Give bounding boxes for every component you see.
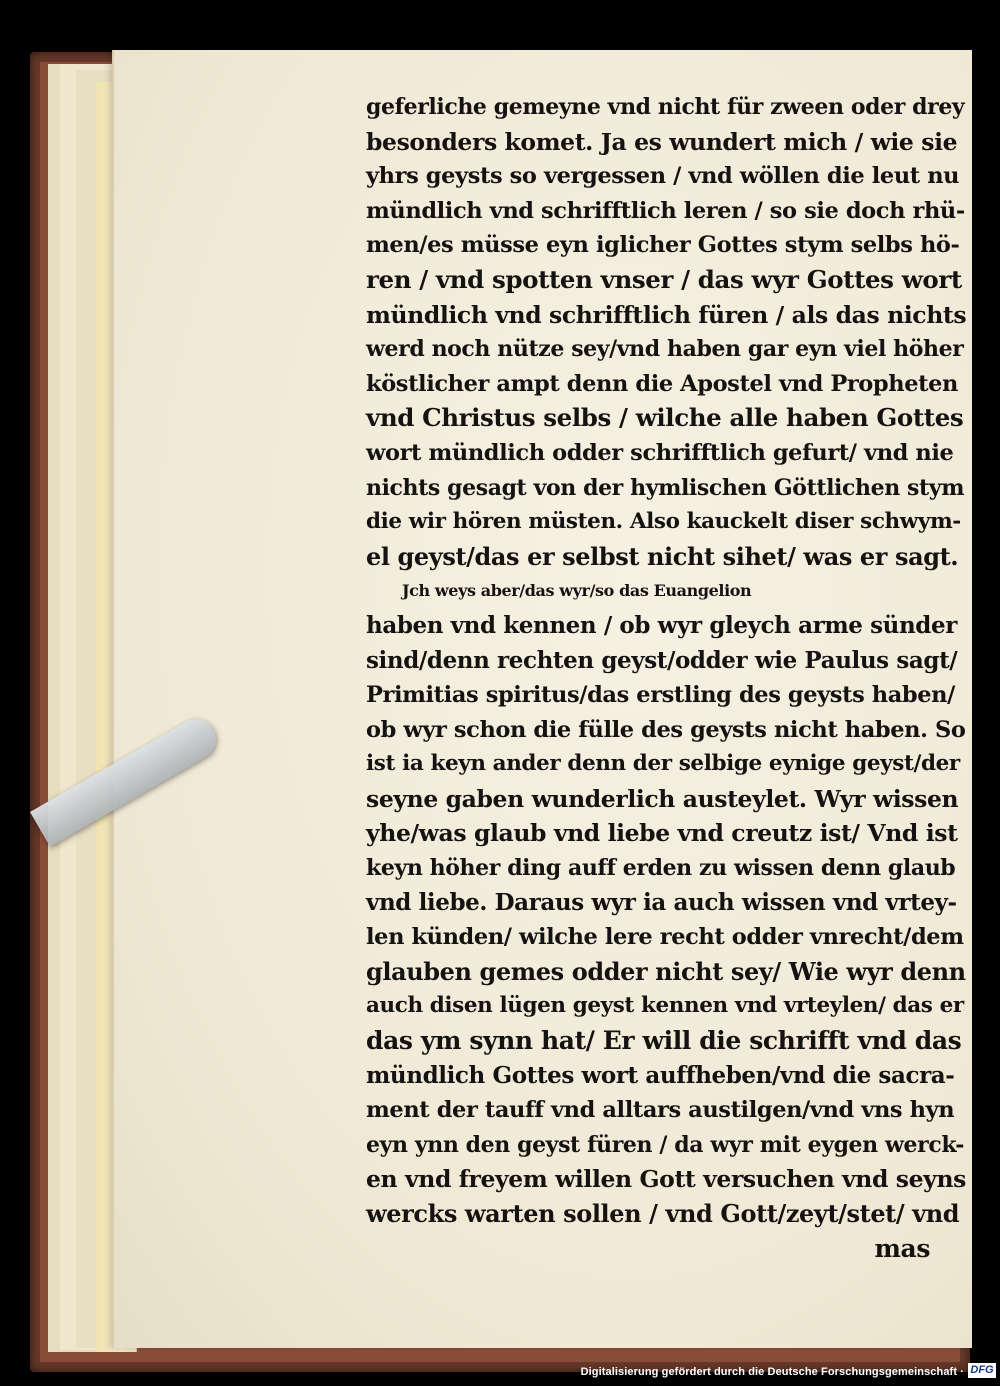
page-text-block	[366, 90, 966, 1266]
text-line: glauben gemes odder nicht sey/ Wie wyr denn	[366, 956, 966, 986]
text-line: yhrs geysts so vergessen / vnd wöllen die leut nu	[366, 163, 960, 190]
catchword: mas	[874, 1233, 930, 1263]
text-line: vnd liebe. Daraus wyr ia auch wissen vnd vrtey-	[366, 888, 957, 916]
text-line: werd noch nütze sey/vnd haben gar eyn viel höher	[366, 336, 964, 363]
text-line: ment der tauff vnd alltars austilgen/vnd vns hyn	[366, 1097, 955, 1124]
text-line: wercks warten sollen / vnd Gott/zeyt/stet/ vnd	[366, 1199, 960, 1228]
text-line: men/es müsse eyn iglicher Gottes stym selbs hö-	[366, 232, 960, 259]
text-line: Primitias spiritus/das erstling des geysts haben/	[366, 682, 955, 709]
text-line: ist ia keyn ander denn der selbige eynige geyst/der	[366, 751, 960, 777]
text-line: mündlich vnd schrifftlich leren / so sie doch rhü-	[366, 197, 965, 224]
funding-credit: Digitalisierung gefördert durch die Deutsche Forschungsgemeinschaft ·	[580, 1366, 964, 1378]
dfg-logo: DFG	[968, 1363, 996, 1378]
text-line: nichts gesagt von der hymlischen Göttlichen stym	[366, 474, 965, 501]
text-line: auch disen lügen geyst kennen vnd vrteylen/ das er	[366, 993, 964, 1019]
text-line: besonders komet. Ja es wundert mich / wie sie	[366, 127, 958, 156]
text-line: vnd Christus selbs / wilche alle haben Gottes	[366, 403, 964, 433]
text-line: das ym synn hat/ Er will die schrifft vnd das	[366, 1026, 962, 1056]
text-line: mündlich Gottes wort auffheben/vnd die sacra-	[366, 1061, 955, 1089]
text-line: eyn ynn den geyst füren / da wyr mit eygen werck-	[366, 1131, 965, 1158]
text-line: köstlicher ampt denn die Apostel vnd Propheten	[366, 370, 958, 397]
text-line: yhe/was glaub vnd liebe vnd creutz ist/ Vnd ist	[366, 819, 958, 848]
text-line: Jch weys aber/das wyr/so das Euangelion	[402, 581, 752, 601]
text-line: seyne gaben wunderlich austeylet. Wyr wissen	[366, 784, 959, 813]
text-line: sind/denn rechten geyst/odder wie Paulus sagt/	[366, 646, 958, 674]
text-line: wort mündlich odder schrifftlich gefurt/ vnd nie	[366, 439, 954, 466]
text-line: die wir hören müsten. Also kauckelt diser schwym-	[366, 509, 961, 535]
text-line: en vnd freyem willen Gott versuchen vnd seyns	[366, 1165, 966, 1194]
text-line: el geyst/das er selbst nicht sihet/ was er sagt.	[366, 541, 959, 571]
text-line: ob wyr schon die fülle des geysts nicht haben. So	[366, 716, 966, 743]
footer	[0, 1360, 1000, 1386]
text-line: keyn höher ding auff erden zu wissen denn glaub	[366, 855, 956, 882]
text-line: mündlich vnd schrifftlich füren / als das nichts	[366, 300, 967, 329]
text-line: len künden/ wilche lere recht odder vnrecht/dem	[366, 924, 964, 951]
text-line: haben vnd kennen / ob wyr gleych arme sünder	[366, 611, 957, 639]
text-line: ren / vnd spotten vnser / das wyr Gottes wort	[366, 264, 962, 294]
text-line: geferliche gemeyne vnd nicht für zween oder drey	[366, 94, 965, 120]
